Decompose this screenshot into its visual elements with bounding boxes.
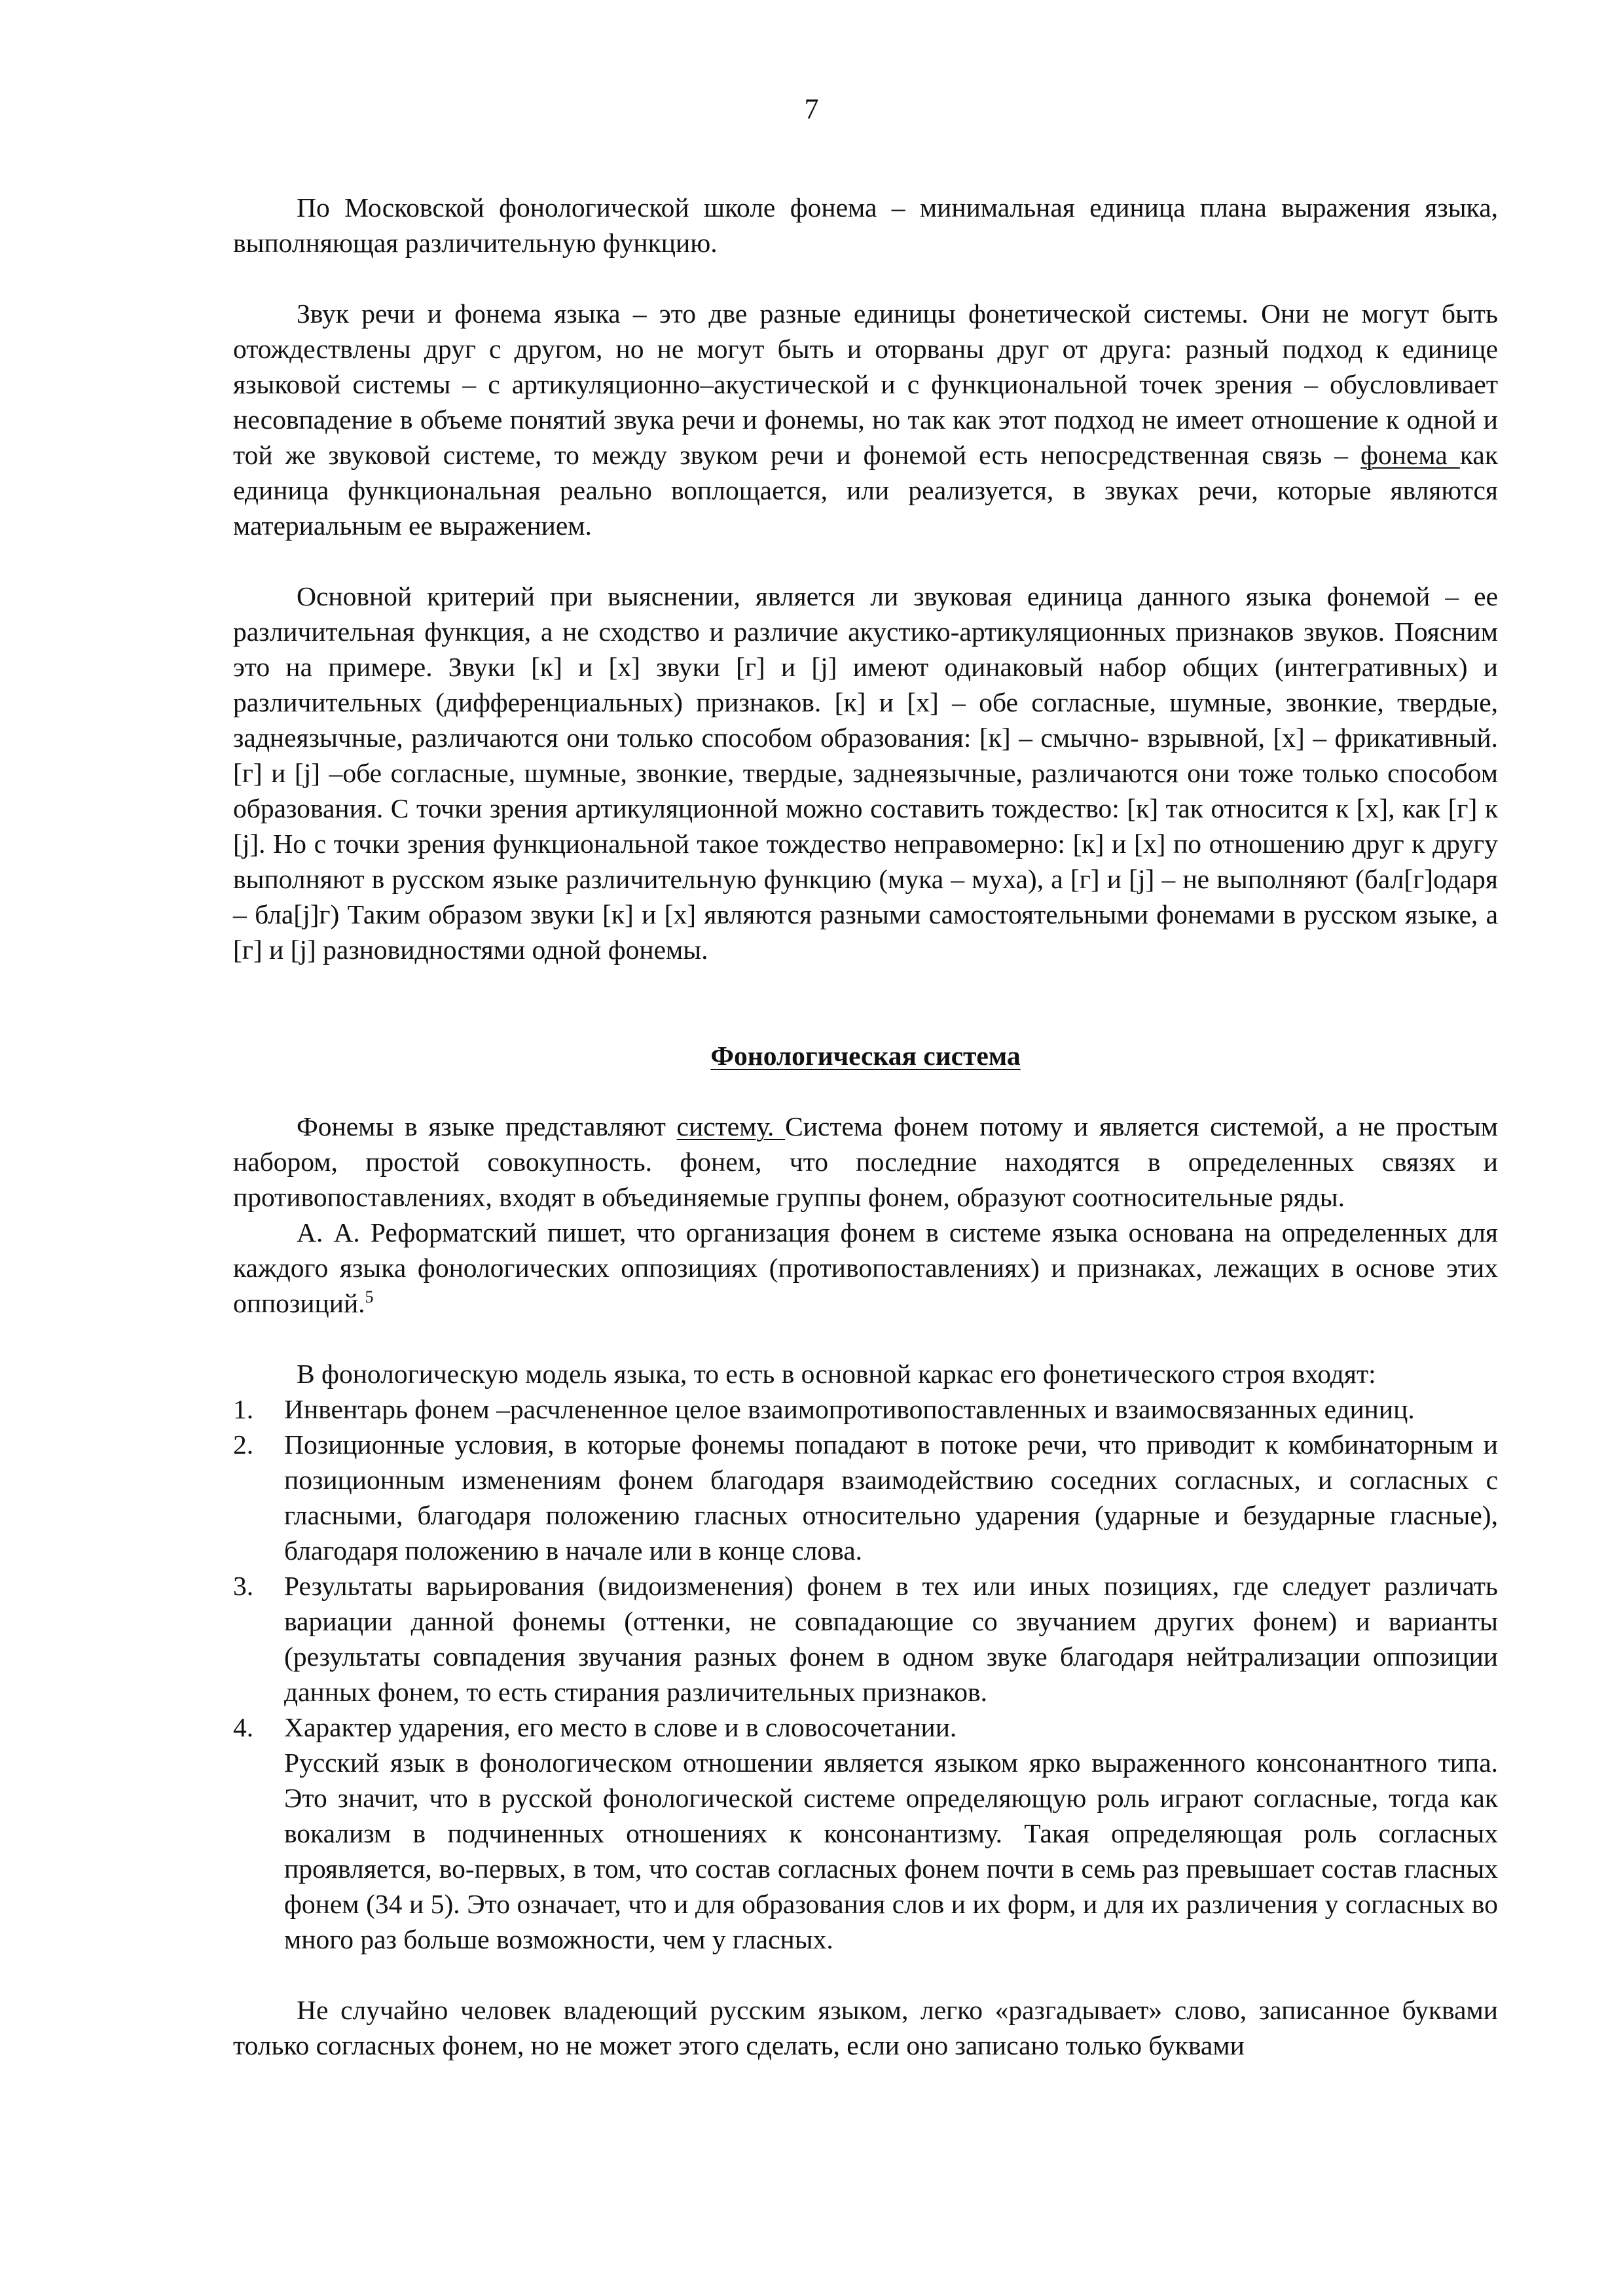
list-item-text: Результаты варьирования (видоизменения) фонем в тех или иных позициях, где следует различать вариации данной фонемы (оттенки, не совпадающие со звучанием других фонем) и варианты (результаты совпадения звучания разных фонем в одном звуке благодаря нейтрализации оппозиции данных фонем, то есть стирания различительных признаков. [284,1571,1498,1707]
paragraph-main-criterion: Основной критерий при выяснении, является ли звуковая единица данного языка фонемой – ее различительная функция, а не сходство и различие акустико-артикуляционных признаков звуков. Поясним это на примере. Звуки [к] и [х] звуки [г] и [j] имеют одинаковый набор общих (интегративных) и различительных (дифференциальных) признаков. [к] и [х] – обе согласные, шумные, звонкие, твердые, заднеязычные, различаются они только способом образования: [к] – смычно- взрывной, [х] – фрикативный. [г] и [j] –обе согласные, шумные, звонкие, твердые, заднеязычные, различаются они тоже только способом образования. С точки зрения артикуляционной можно составить тождество: [к] так относится к [х], как [г] к [j]. Но с точки зрения функциональной такое тождество неправомерно: [к] и [х] по отношению друг к другу выполняют в русском языке различительную функцию (мука – муха), а [г] и [j] – не выполняют (бал[г]одаря – бла[j]г) Таким образом звуки [к] и [х] являются разными самостоятельными фонемами в русском языке, а [г] и [j] разновидностями одной фонемы. [233,581,1498,965]
paragraph-text: как единица функциональная реально воплощается, или реализуется, в звуках речи, которые являются материальным ее выражением. [233,440,1498,541]
page-number: 7 [804,93,819,125]
section-heading: Фонологическая система [710,1041,1021,1071]
phonological-model-list [233,1391,1498,1957]
paragraph-text: Система фонем потому и является системой, а не простым набором, простой совокупность. фонем, что последние находятся в определенных связях и противопоставлениях, входят в объединяемые группы фонем, образуют соотносительные ряды. [233,1111,1498,1212]
list-item-continuation: Русский язык в фонологическом отношении является языком ярко выраженного консонантного типа. Это значит, что в русской фонологической системе определяющую роль играют согласные, тогда как вокализм в подчиненных отношениях к консонантизму. Такая определяющая роль согласных проявляется, во-первых, в том, что состав согласных фонем почти в семь раз превышает состав гласных фонем (34 и 5). Это означает, что и для образования слов и их форм, и для их различения у согласных во много раз больше возможности, чем у гласных. [284,1748,1498,1954]
paragraph-model-intro: В фонологическую модель языка, то есть в основной каркас его фонетического строя входят: [297,1359,1376,1389]
list-item-text: Характер ударения, его место в слове и в словосочетании. [284,1712,957,1742]
list-item-text: Инвентарь фонем –расчлененное целое взаимопротивопоставленных и взаимосвязанных единиц. [284,1394,1415,1424]
page-body [233,190,1498,2063]
list-item-text: Позиционные условия, в которые фонемы попадают в потоке речи, что приводит к комбинаторным и позиционным изменениям фонем благодаря взаимодействию соседних согласных, и согласных с гласными, благодаря положению гласных относительно ударения (ударные и безударные гласные), благодаря положению в начале или в конце слова. [284,1429,1498,1566]
list-item [233,1391,1498,1427]
list-item [233,1427,1498,1568]
paragraph-consonant-letters: Не случайно человек владеющий русским языком, легко «разгадывает» слово, записанное буквами только согласных фонем, но не может этого сделать, если оно записано только буквами [233,1995,1498,2060]
term-system: систему. [676,1111,786,1141]
paragraph-text: Фонемы в языке представляют [297,1111,677,1141]
term-phoneme: фонема [1360,440,1460,470]
paragraph-text: А. А. Реформатский пишет, что организация фонем в системе языка основана на определенных для каждого языка фонологических оппозициях (противопоставлениях) и признаках, лежащих в основе этих оппозиций. [233,1217,1498,1318]
list-number: 3. [233,1571,254,1601]
list-number: 2. [233,1429,254,1460]
paragraph-phoneme-system [233,1109,1498,1215]
paragraph-reformatsky [233,1215,1498,1321]
paragraph-text: Звук речи и фонема языка – это две разные единицы фонетической системы. Они не могут быть отождествлены друг с другом, но не могут быть и оторваны друг от друга: разный подход к единице языковой системы – с артикуляционно–акустической и с функциональной точек зрения – обусловливает несовпадение в объеме понятий звука речи и фонемы, но так как этот подход не имеет отношение к одной и той же звуковой системе, то между звуком речи и фонемой есть непосредственная связь – [233,298,1498,470]
footnote-marker: 5 [365,1287,374,1307]
paragraph-moscow-school: По Московской фонологической школе фонема – минимальная единица плана выражения языка, выполняющая различительную функцию. [233,192,1498,258]
list-item [233,1568,1498,1710]
list-item [233,1710,1498,1957]
list-number: 4. [233,1712,254,1742]
paragraph-sound-and-phoneme [233,296,1498,543]
list-number: 1. [233,1394,254,1424]
